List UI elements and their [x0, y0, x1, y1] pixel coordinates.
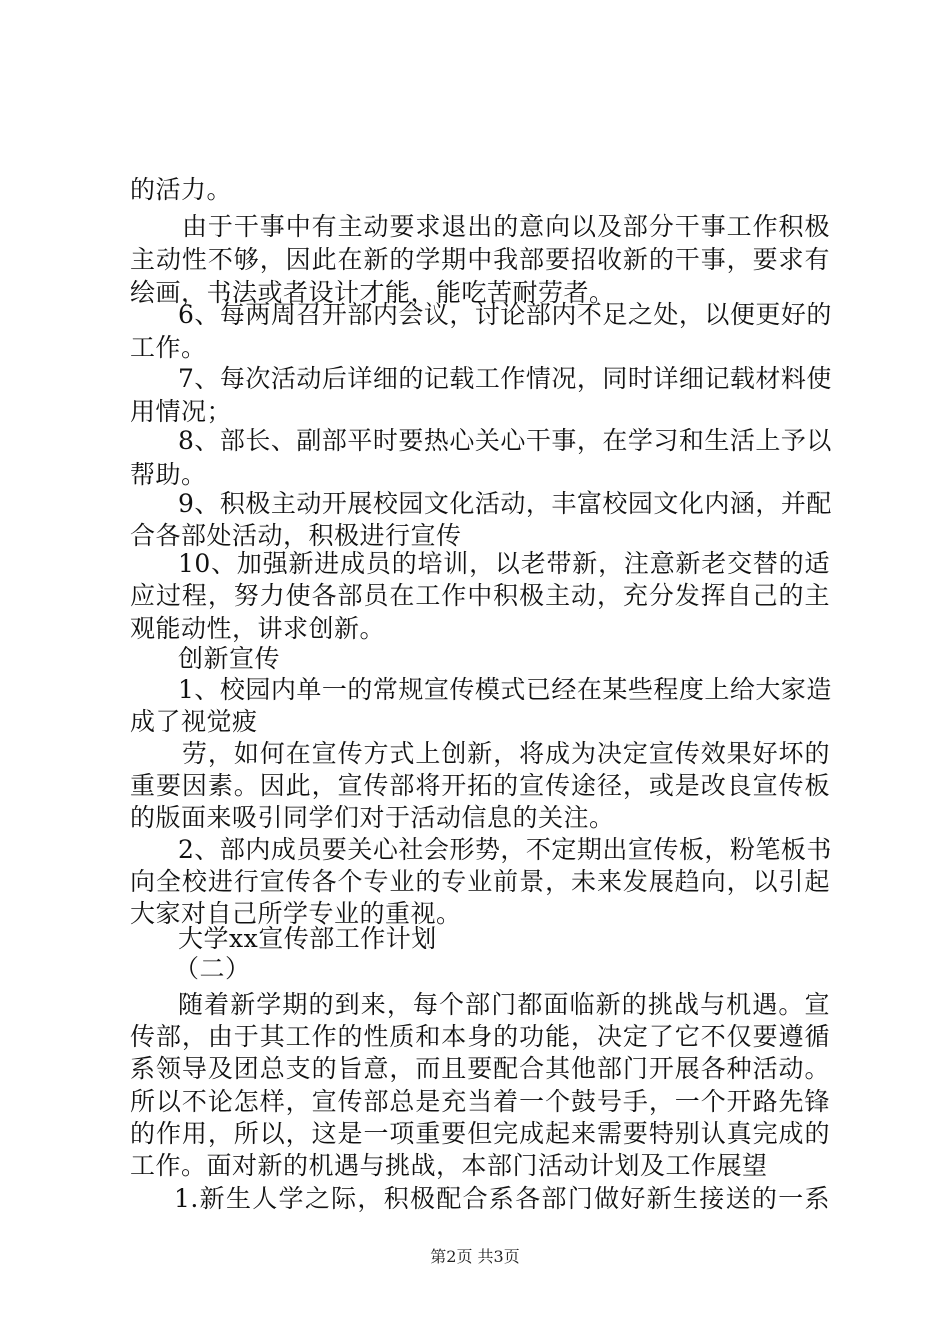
text-line: 工作。面对新的机遇与挑战，本部门活动计划及工作展望	[130, 1151, 768, 1180]
text-line: 大家对自己所学专业的重视。	[130, 899, 462, 928]
text-line: 劳，如何在宣传方式上创新，将成为决定宣传效果好坏的	[182, 739, 830, 768]
text-line: 由于干事中有主动要求退出的意向以及部分干事工作积极	[182, 212, 830, 241]
text-line: 帮助。	[130, 460, 207, 489]
text-line: 所以不论怎样，宣传部总是充当着一个鼓号手，一个开路先锋	[130, 1087, 830, 1116]
text-line: 成了视觉疲	[130, 707, 258, 736]
text-line: 9、积极主动开展校园文化活动，丰富校园文化内涵，并配	[178, 489, 832, 518]
section-subtitle: （二）	[174, 954, 251, 983]
text-line: 应过程，努力使各部员在工作中积极主动，充分发挥自己的主	[130, 581, 830, 610]
text-line: 绘画，书法或者设计才能，能吃苦耐劳者。	[130, 278, 615, 307]
text-line: 8、部长、副部平时要热心关心干事，在学习和生活上予以	[178, 426, 832, 455]
text-line: 的活力。	[130, 175, 233, 204]
text-line: 向全校进行宣传各个专业的专业前景，未来发展趋向，以引起	[130, 867, 830, 896]
text-line: 传部，由于其工作的性质和本身的功能，决定了它不仅要遵循	[130, 1022, 830, 1051]
text-line: 随着新学期的到来，每个部门都面临新的挑战与机遇。宣	[178, 990, 830, 1019]
text-line: 重要因素。因此，宣传部将开拓的宣传途径，或是改良宣传板	[130, 771, 830, 800]
text-line: 2、部内成员要关心社会形势，不定期出宣传板，粉笔板书	[178, 835, 832, 864]
section-title: 大学xx宣传部工作计划	[178, 924, 437, 953]
page-number-footer: 第2页 共3页	[430, 1247, 520, 1266]
text-line: 1.新生人学之际，积极配合系各部门做好新生接送的一系	[174, 1184, 830, 1213]
text-line: 10、加强新进成员的培训，以老带新，注意新老交替的适	[178, 549, 830, 578]
text-line: 主动性不够，因此在新的学期中我部要招收新的干事，要求有	[130, 245, 830, 274]
text-line: 工作。	[130, 333, 207, 362]
text-line: 系领导及团总支的旨意，而且要配合其他部门开展各种活动。	[130, 1054, 830, 1083]
text-line: 的作用，所以，这是一项重要但完成起来需要特别认真完成的	[130, 1119, 830, 1148]
text-line: 7、每次活动后详细的记载工作情况，同时详细记载材料使	[178, 364, 832, 393]
text-line: 的版面来吸引同学们对于活动信息的关注。	[130, 803, 615, 832]
text-line: 1、校园内单一的常规宣传模式已经在某些程度上给大家造	[178, 675, 832, 704]
text-line: 观能动性，讲求创新。	[130, 614, 386, 643]
text-line: 6、每两周召开部内会议，讨论部内不足之处，以便更好的	[178, 300, 832, 329]
text-line: 用情况；	[130, 397, 233, 426]
section-heading: 创新宣传	[178, 644, 281, 673]
text-line: 合各部处活动，积极进行宣传	[130, 521, 462, 550]
